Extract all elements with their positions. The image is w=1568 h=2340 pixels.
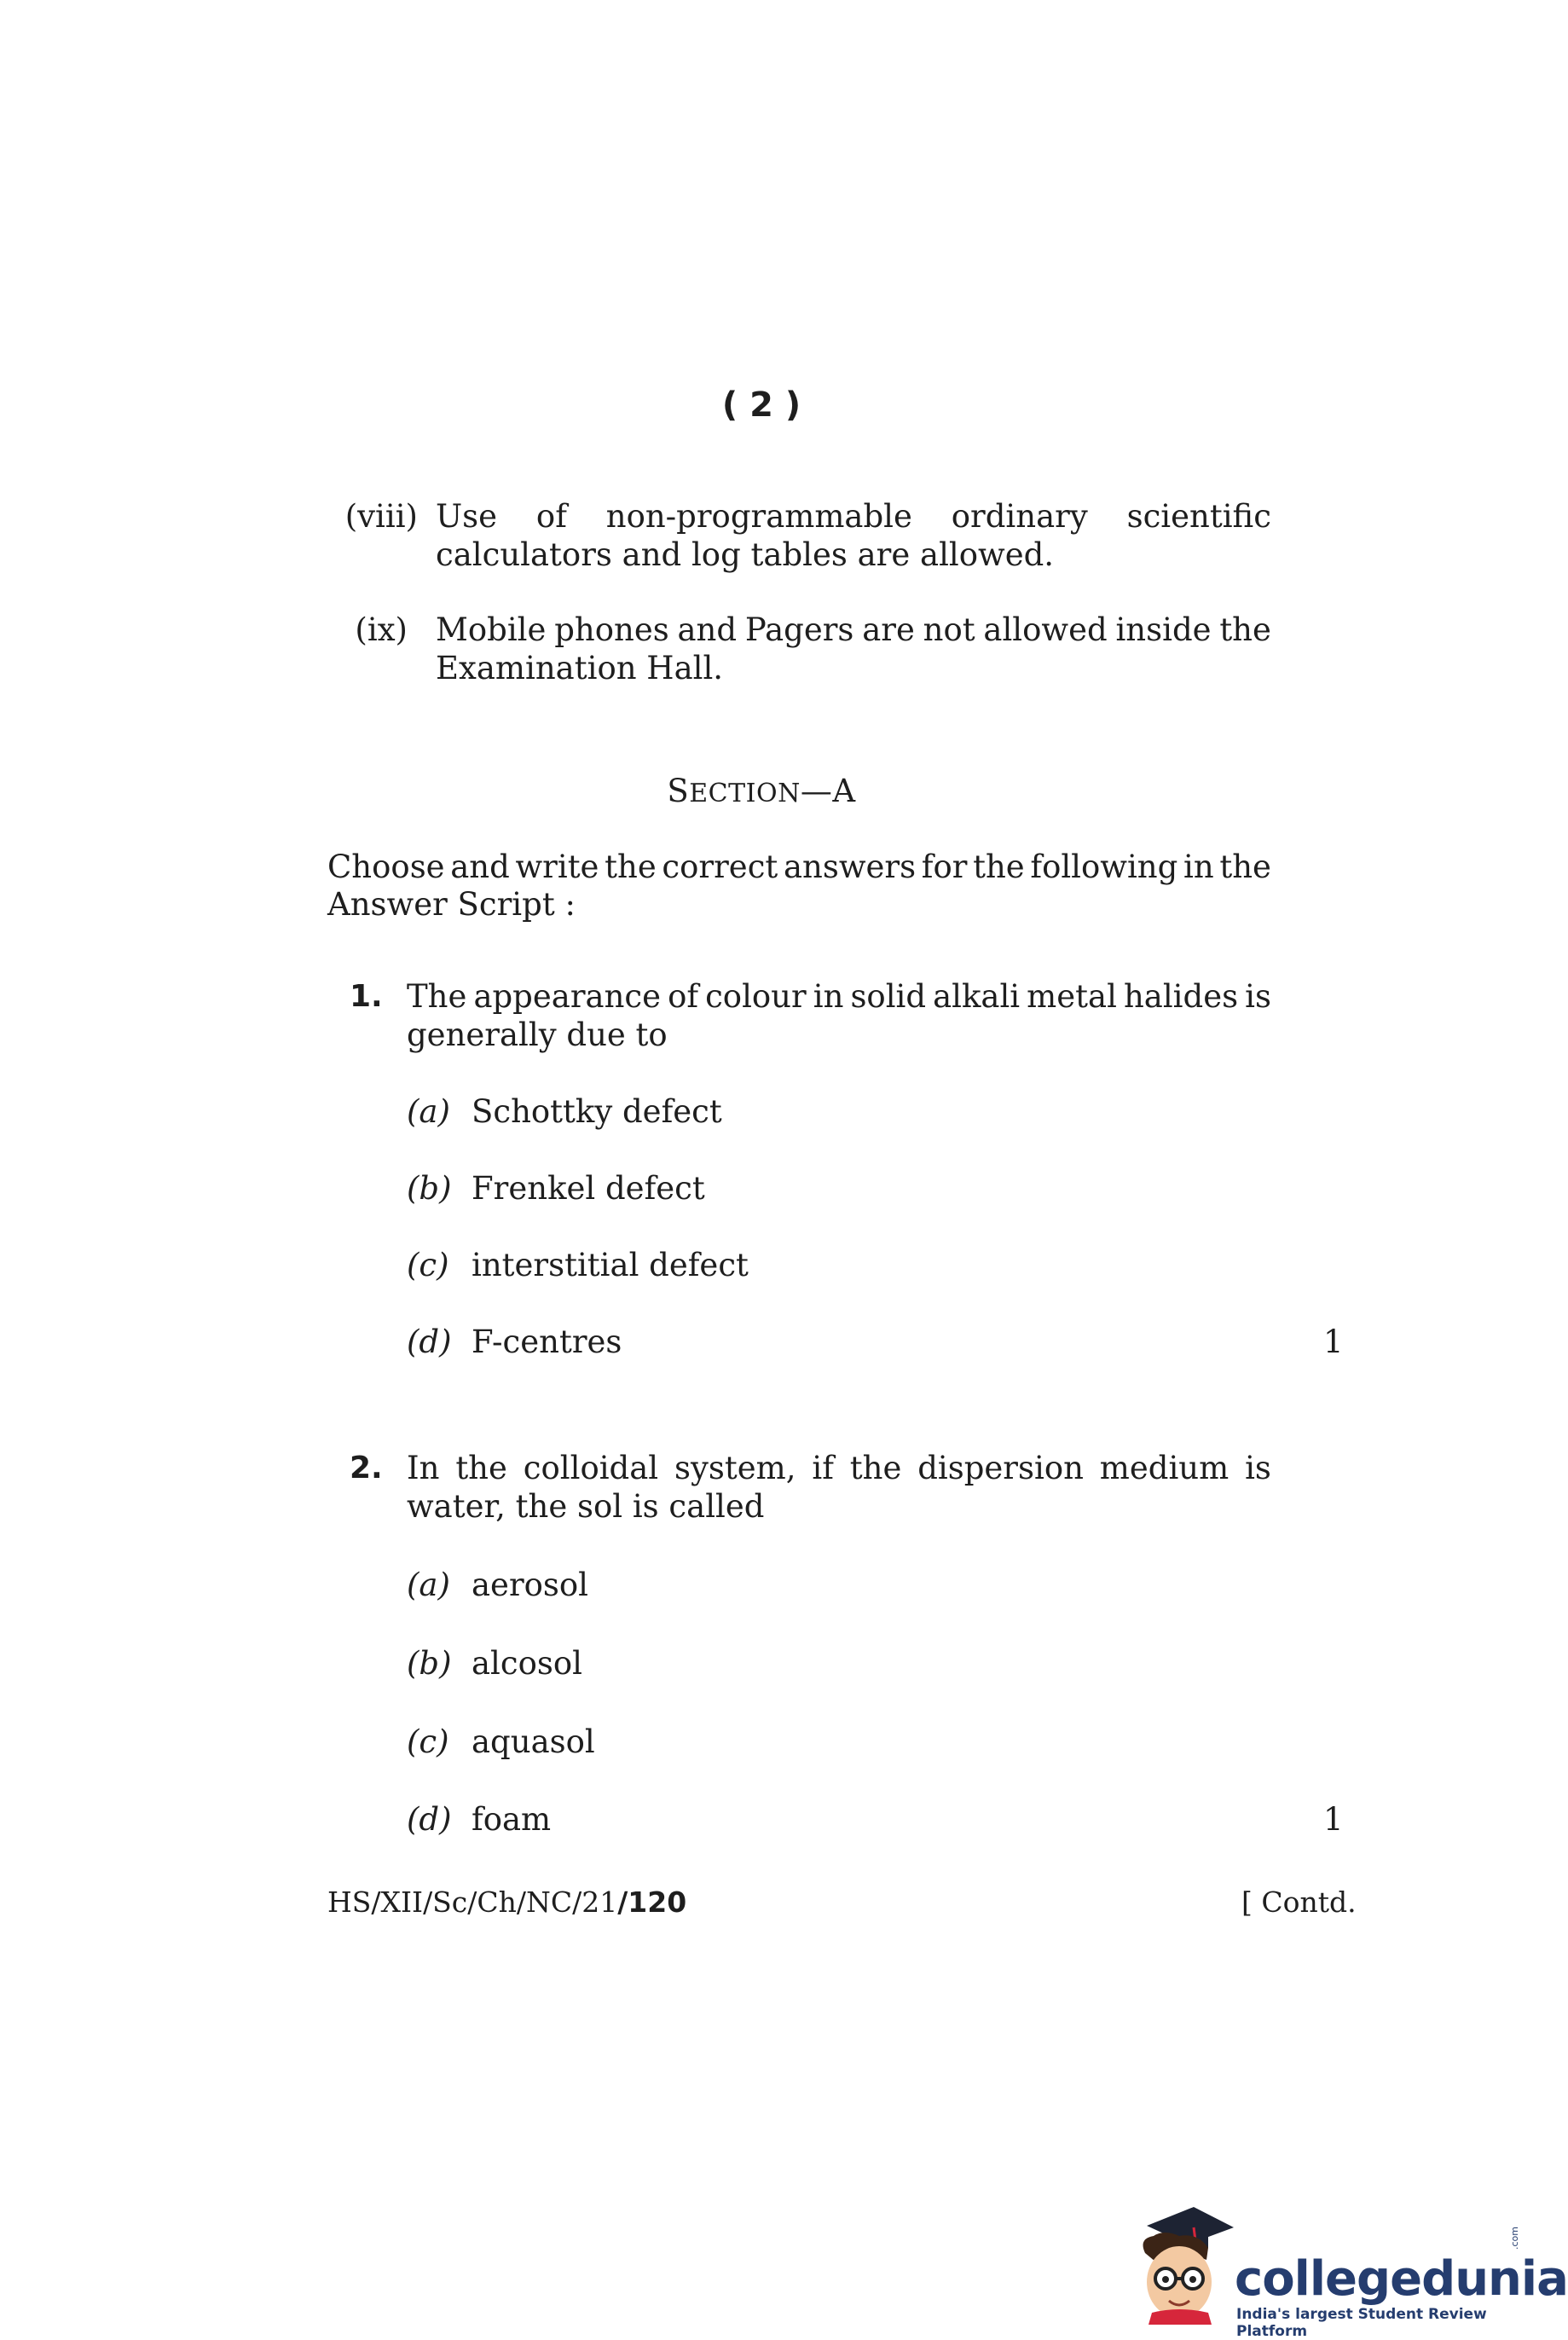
option-text: alcosol (472, 1645, 582, 1682)
word: alkali (933, 978, 1021, 1015)
instruction-label: (ix) (355, 611, 408, 648)
word: the (605, 849, 657, 885)
word: the (455, 1450, 507, 1486)
word: phones (554, 611, 669, 648)
option-text: foam (472, 1801, 552, 1838)
word: Pagers (744, 611, 854, 648)
word: colour (705, 978, 807, 1015)
option-label: (c) (407, 1247, 449, 1283)
word: is (1245, 1450, 1271, 1486)
option-text: interstitial defect (472, 1247, 749, 1283)
word: inside (1115, 611, 1212, 648)
word: The (407, 978, 467, 1015)
paper-code-prefix: HS/XII/Sc/Ch/NC/21 (327, 1885, 618, 1919)
section-sc-rest: ECTION (689, 779, 801, 808)
word: write (515, 849, 599, 885)
word: halides (1123, 978, 1239, 1015)
word: of (668, 978, 699, 1015)
word: the (973, 849, 1025, 885)
word: is (1245, 978, 1271, 1015)
word: correct (662, 849, 778, 885)
section-heading (0, 773, 1523, 809)
word: non-programmable (605, 498, 912, 535)
word: the (849, 1450, 902, 1486)
instruction-line (436, 611, 1271, 650)
marks: 1 (1323, 1801, 1344, 1838)
word: following (1030, 849, 1178, 885)
word: Mobile (436, 611, 547, 648)
option-label: (a) (407, 1567, 450, 1603)
word: in (813, 978, 844, 1015)
directions-line (327, 848, 1271, 887)
question-number: 2. (350, 1451, 383, 1486)
word: are (862, 611, 915, 648)
word: solid (850, 978, 927, 1015)
section-suffix: —A (800, 773, 856, 809)
word: appearance (473, 978, 662, 1015)
collegedunia-wordmark: collegedunia (1235, 2251, 1568, 2307)
question-text-line-2: generally due to (407, 1017, 668, 1053)
word: dispersion (917, 1450, 1084, 1486)
word: answers (783, 849, 917, 885)
word: of (535, 498, 567, 535)
option-label: (d) (407, 1323, 452, 1360)
word: allowed (983, 611, 1108, 648)
paper-code-suffix: /120 (617, 1885, 687, 1919)
option-text: F-centres (472, 1323, 622, 1360)
collegedunia-tagline: India's largest Student Review Platform (1236, 2306, 1487, 2340)
word: not (923, 611, 975, 648)
word: the (1219, 849, 1271, 885)
word: medium (1099, 1450, 1230, 1486)
question-text-line (407, 1449, 1271, 1488)
option-text: aquasol (472, 1723, 595, 1760)
instruction-label: (viii) (344, 498, 418, 535)
option-label: (c) (407, 1723, 449, 1760)
word: if (812, 1450, 834, 1486)
option-label: (b) (407, 1645, 452, 1682)
question-text-line-2: water, the sol is called (407, 1488, 765, 1525)
instruction-line-2: calculators and log tables are allowed. (436, 536, 1055, 573)
marks: 1 (1323, 1323, 1344, 1360)
section-sc-first: S (667, 773, 690, 809)
word: system, (674, 1450, 796, 1486)
word: Use (436, 498, 498, 535)
option-label: (b) (407, 1170, 452, 1207)
word: scientific (1126, 498, 1271, 535)
option-label: (d) (407, 1801, 452, 1838)
word: in (1183, 849, 1214, 885)
word: and (450, 849, 510, 885)
option-text: aerosol (472, 1567, 589, 1603)
word: In (407, 1450, 440, 1486)
word: Choose (327, 849, 445, 885)
word: for (921, 849, 968, 885)
option-label: (a) (407, 1093, 450, 1130)
question-text-line (407, 977, 1271, 1017)
paper-code (327, 1883, 686, 1922)
instruction-line (436, 497, 1271, 536)
word: the (1219, 611, 1271, 648)
question-number: 1. (350, 979, 383, 1014)
page-number: ( 2 ) (721, 385, 801, 425)
word: and (677, 611, 738, 648)
collegedunia-mascot-icon (1130, 2200, 1236, 2325)
word: metal (1027, 978, 1117, 1015)
directions-line-2: Answer Script : (327, 886, 576, 923)
word: colloidal (523, 1450, 659, 1486)
collegedunia-com: .com (1509, 2227, 1520, 2250)
option-text: Frenkel defect (472, 1170, 705, 1207)
option-text: Schottky defect (472, 1093, 722, 1130)
instruction-line-2: Examination Hall. (436, 650, 724, 686)
contd-label: [ Contd. (1241, 1885, 1357, 1919)
word: ordinary (951, 498, 1088, 535)
